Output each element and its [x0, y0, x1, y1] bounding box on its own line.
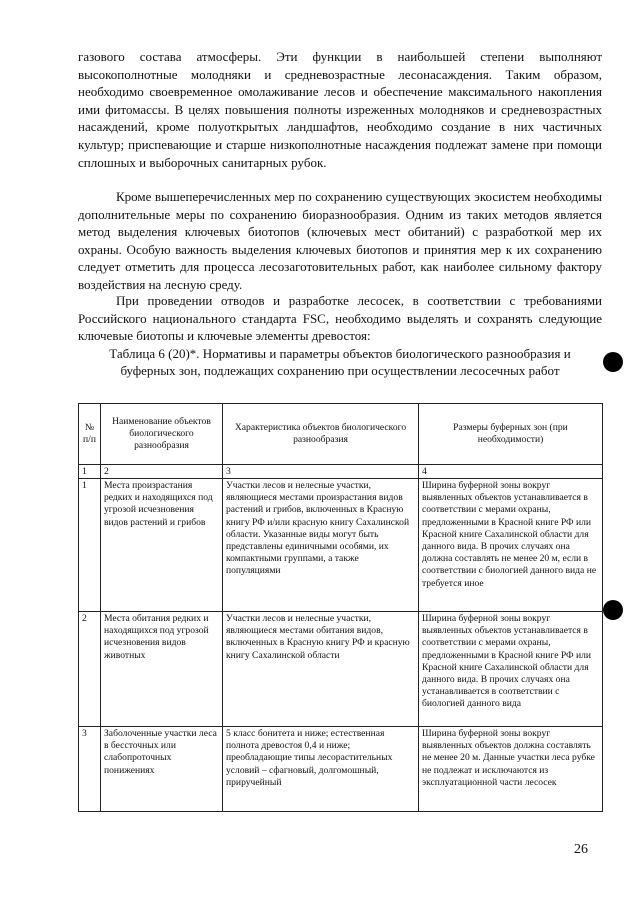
object-characteristics: Участки лесов и нелесные участки, являющиеся местами произрастания видов растений и грибов, включенных в Красную книгу РФ и/или красную книгу Сахалинской области. Указанные виды могут быть представлены единичными особями, их компактными группами, а также популяциями — [223, 479, 419, 612]
column-number-row — [79, 465, 603, 479]
table-row — [79, 479, 603, 612]
object-characteristics: 5 класс бонитета и ниже; естественная полнота древостоя 0,4 и ниже; преобладающие типы лесорастительных условий – сфагновый, долгомошный, приручейный — [223, 727, 419, 812]
column-header-buffer: Размеры буферных зон (при необходимости) — [419, 404, 603, 465]
table-row — [79, 612, 603, 727]
table-header-row — [79, 404, 603, 465]
paragraph-1: газового состава атмосферы. Эти функции в наибольшей степени выполняют высокополнотные молодняки и средневозрастные лесонасаждения. Таким образом, необходимо своевременное омолаживание лесов и обеспечение максимального накопления ими фитомассы. В целях повышения полноты изреженных молодняков и средневозрастных насаждений, кроме полуоткрытых ландшафтов, необходимо создание в них частичных культур; приспевающие и старше низкополнотные насаждения подлежат замене при помощи сплошных и выборочных санитарных рубок. — [78, 49, 602, 170]
punch-hole-mark — [603, 352, 623, 372]
row-number: 2 — [79, 612, 101, 727]
row-number: 3 — [79, 727, 101, 812]
object-name: Места обитания редких и находящихся под угрозой исчезновения видов животных — [101, 612, 223, 727]
biodiversity-norms-table — [78, 403, 603, 812]
object-name: Места произрастания редких и находящихся под угрозой исчезновения видов растений и грибов — [101, 479, 223, 612]
table-caption: Таблица 6 (20)*. Нормативы и параметры объектов биологического разнообразия и буферных зон, подлежащих сохранению при осуществлении лесосечных работ — [109, 346, 571, 378]
column-header-number: № п/п — [79, 404, 101, 465]
buffer-zone-size: Ширина буферной зоны вокруг выявленных объектов устанавливается в соответствии с мерами охраны, предложенными в Красной книге РФ или Красной книге Сахалинской области для данного вида. В прочих случаях она должна составлять не менее 20 м, если в соответствии с биологией данного вида не требуется иное — [419, 479, 603, 612]
table-row — [79, 727, 603, 812]
buffer-zone-size: Ширина буферной зоны вокруг выявленных объектов устанавливается в соответствии с мерами охраны, предложенными в Красной книге РФ или Красной книге Сахалинской области для данного вида. В прочих случаях она устанавливается в соответствии с биологией данного вида — [419, 612, 603, 727]
row-number: 1 — [79, 479, 101, 612]
object-characteristics: Участки лесов и нелесные участки, являющиеся местами обитания видов, включенных в Красную книгу РФ и красную книгу Сахалинской области — [223, 612, 419, 727]
column-number: 3 — [223, 465, 419, 479]
column-number: 2 — [101, 465, 223, 479]
object-name: Заболоченные участки леса в бессточных или слабопроточных понижениях — [101, 727, 223, 812]
punch-hole-mark — [603, 600, 623, 620]
paragraph-3: При проведении отводов и разработке лесосек, в соответствии с требованиями Российского национального стандарта FSC, необходимо выделять и сохранять следующие ключевые биотопы и ключевые элементы древостоя: — [78, 293, 602, 344]
column-number: 4 — [419, 465, 603, 479]
page-number: 26 — [574, 842, 588, 857]
column-header-characteristics: Характеристика объектов биологического разнообразия — [223, 404, 419, 465]
column-number: 1 — [79, 465, 101, 479]
column-header-name: Наименование объектов биологического разнообразия — [101, 404, 223, 465]
paragraph-2: Кроме вышеперечисленных мер по сохранению существующих экосистем необходимы дополнительные меры по сохранению биоразнообразия. Одним из таких методов является метод выделения ключевых биотопов (ключевых мест обитаний) с разработкой мер их охраны. Особую важность выделения ключевых биотопов и принятия мер к их сохранению следует отметить для процесса лесозаготовительных работ, как наиболее сильному фактору воздействия на лесную среду. — [78, 189, 602, 292]
buffer-zone-size: Ширина буферной зоны вокруг выявленных объектов должна составлять не менее 20 м. Данные участки леса рубке не подлежат и исключаются из эксплуатационной части лесосек — [419, 727, 603, 812]
